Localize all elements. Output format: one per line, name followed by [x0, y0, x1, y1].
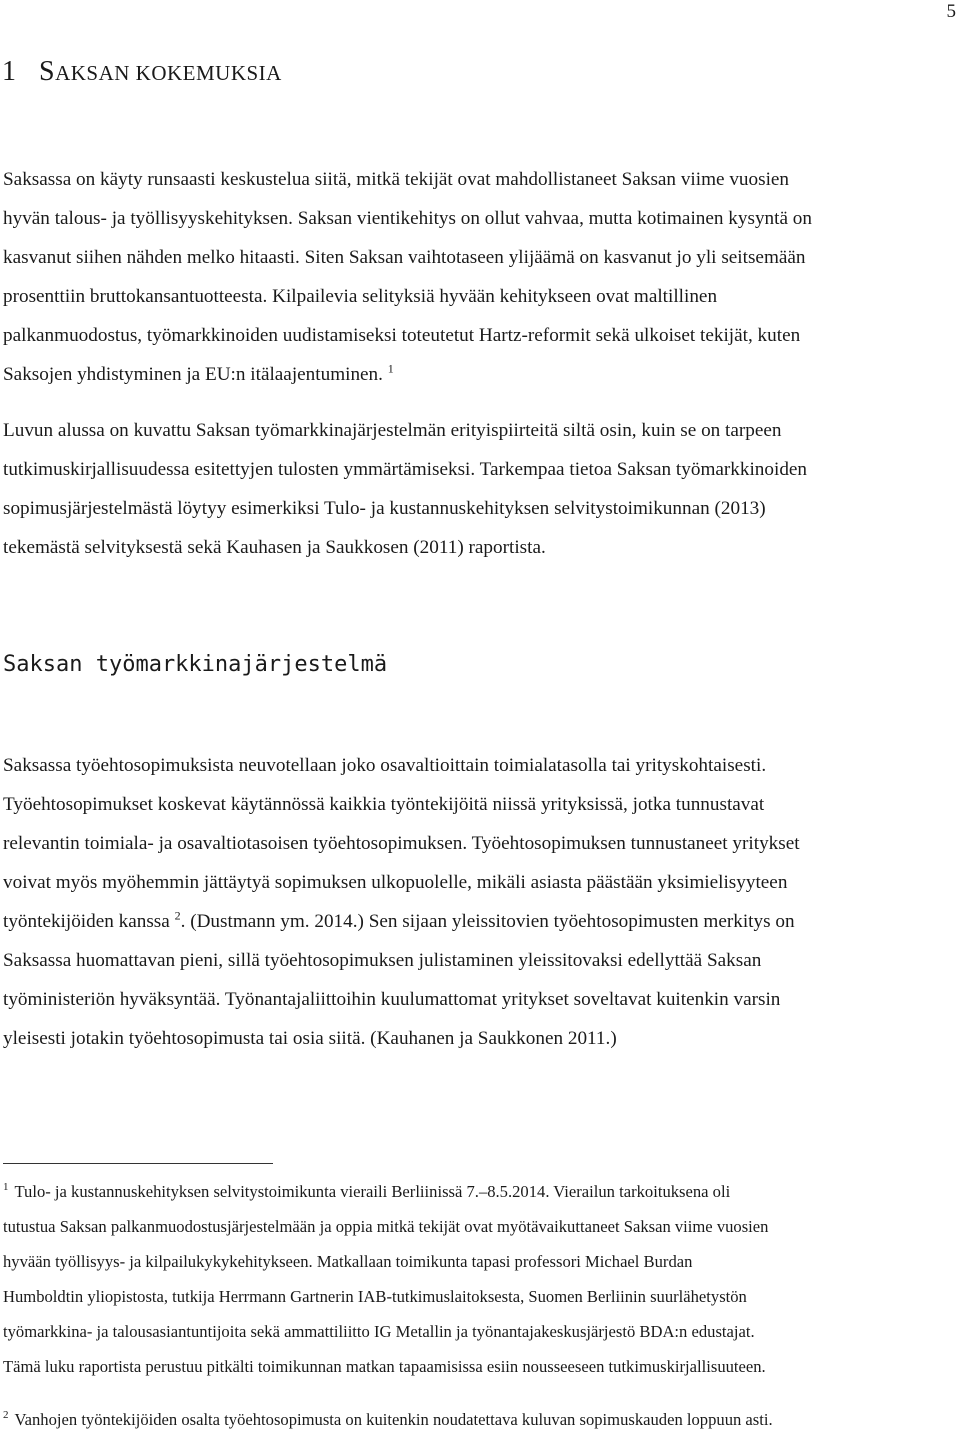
text-line: kasvanut siihen nähden melko hitaasti. Siten Saksan vaihtotaseen ylijäämä on kasvanut jo yli seitsemään [3, 247, 806, 268]
text-line: yleisesti jotakin työehtosopimusta tai osia siitä. (Kauhanen ja Saukkonen 2011.) [3, 1028, 617, 1049]
text-line: Luvun alussa on kuvattu Saksan työmarkkinajärjestelmän erityispiirteitä siltä osin, kuin se on tarpeen [3, 420, 782, 441]
text-line: relevantin toimiala- ja osavaltiotasoisen työehtosopimuksen. Työehtosopimuksen tunnustaneet yritykset [3, 833, 800, 854]
text-line: Työehtosopimukset koskevat käytännössä kaikkia työntekijöitä niissä yrityksissä, jotka tunnustavat [3, 794, 765, 815]
text-line-with-footnote-ref [3, 355, 955, 394]
footnote-line: hyvään työllisyys- ja kilpailukykykehitykseen. Matkallaan toimikunta tapasi professori Michael Burdan [3, 1252, 693, 1271]
text-line: hyvän talous- ja työllisyyskehityksen. Saksan vientikehitys on ollut vahvaa, mutta kotimainen kysyntä on [3, 208, 812, 229]
footnote-line: Tämä luku raportista perustuu pitkälti toimikunnan matkan tapaamisissa esiin nousseeseen tutkimuskirjallisuuteen. [3, 1357, 766, 1376]
text-fragment: työntekijöiden kanssa [3, 911, 170, 932]
footnote-ref-1[interactable]: 1 [387, 361, 394, 376]
chapter-title [2, 54, 282, 91]
footnote-1 [3, 1174, 958, 1384]
text-line: voivat myös myöhemmin jättäytyä sopimuksen ulkopuolelle, mikäli asiasta päästään yksimielisyyteen [3, 872, 788, 893]
footnote-separator [3, 1163, 273, 1164]
text-line: prosenttiin bruttokansantuotteesta. Kilpailevia selityksiä hyvään kehitykseen ovat maltillinen [3, 286, 718, 307]
text-fragment: Saksojen yhdistyminen ja EU:n itälaajentuminen. [3, 364, 383, 385]
text-line: Saksassa on käyty runsaasti keskustelua siitä, mitkä tekijät ovat mahdollistaneet Saksan viime vuosien [3, 169, 790, 190]
footnote-ref-2[interactable]: 2 [174, 908, 181, 923]
text-fragment: . (Dustmann ym. 2014.) Sen sijaan yleissitovien työehtosopimusten merkitys on [180, 911, 795, 932]
overview-paragraph [3, 411, 955, 567]
page-number: 5 [946, 1, 956, 22]
intro-paragraph [3, 160, 955, 394]
text-line: palkanmuodostus, työmarkkinoiden uudistamiseksi toteutetut Hartz-reformit sekä ulkoiset tekijät, kuten [3, 325, 801, 346]
text-line: tekemästä selvityksestä sekä Kauhasen ja Saukkosen (2011) raportista. [3, 537, 546, 558]
text-fragment: Tulo- ja kustannuskehityksen selvitystoimikunta vieraili Berliinissä 7.–8.5.2014. Vierailun tarkoituksena oli [14, 1182, 731, 1201]
chapter-number: 1 [2, 56, 17, 87]
footnote-2 [3, 1402, 958, 1437]
footnote-mark: 1 [3, 1181, 9, 1194]
text-line-with-footnote-ref [3, 902, 955, 941]
footnote-line: tutustua Saksan palkanmuodostusjärjestelmään ja oppia mitkä tekijät ovat myötävaikuttaneet Saksan viime vuosien [3, 1217, 769, 1236]
text-fragment: Vanhojen työntekijöiden osalta työehtosopimusta on kuitenkin noudatettava kuluvan sopimuskauden loppuun asti. [14, 1410, 773, 1429]
text-line: sopimusjärjestelmästä löytyy esimerkiksi Tulo- ja kustannuskehityksen selvitystoimikunnan (2013) [3, 498, 766, 519]
footnote-line [3, 1174, 958, 1209]
footnote-line: Humboldtin yliopistosta, tutkija Herrmann Gartnerin IAB-tutkimuslaitoksesta, Suomen Berliinin suurlähetystön [3, 1287, 747, 1306]
footnote-line: työmarkkina- ja talousasiantuntijoita sekä ammattiliitto IG Metallin ja työnantajakeskusjärjestö BDA:n edustajat. [3, 1322, 755, 1341]
chapter-title-initial: S [39, 56, 56, 87]
body-paragraph [3, 746, 955, 1058]
text-line: Saksassa työehtosopimuksista neuvotellaan joko osavaltioittain toimialatasolla tai yrityskohtaisesti. [3, 755, 767, 776]
text-line: tutkimuskirjallisuudessa esitettyjen tulosten ymmärtämiseksi. Tarkempaa tietoa Saksan työmarkkinoiden [3, 459, 808, 480]
chapter-title-rest: AKSAN KOKEMUKSIA [55, 61, 282, 85]
section-heading: Saksan työmarkkinajärjestelmä [3, 652, 388, 677]
footnote-mark: 2 [3, 1409, 9, 1422]
text-line: työministeriön hyväksyntää. Työnantajaliittoihin kuulumattomat yritykset soveltavat kuitenkin varsin [3, 989, 781, 1010]
text-line: Saksassa huomattavan pieni, sillä työehtosopimuksen julistaminen yleissitovaksi edellyttää Saksan [3, 950, 762, 971]
footnote-line [3, 1402, 958, 1437]
